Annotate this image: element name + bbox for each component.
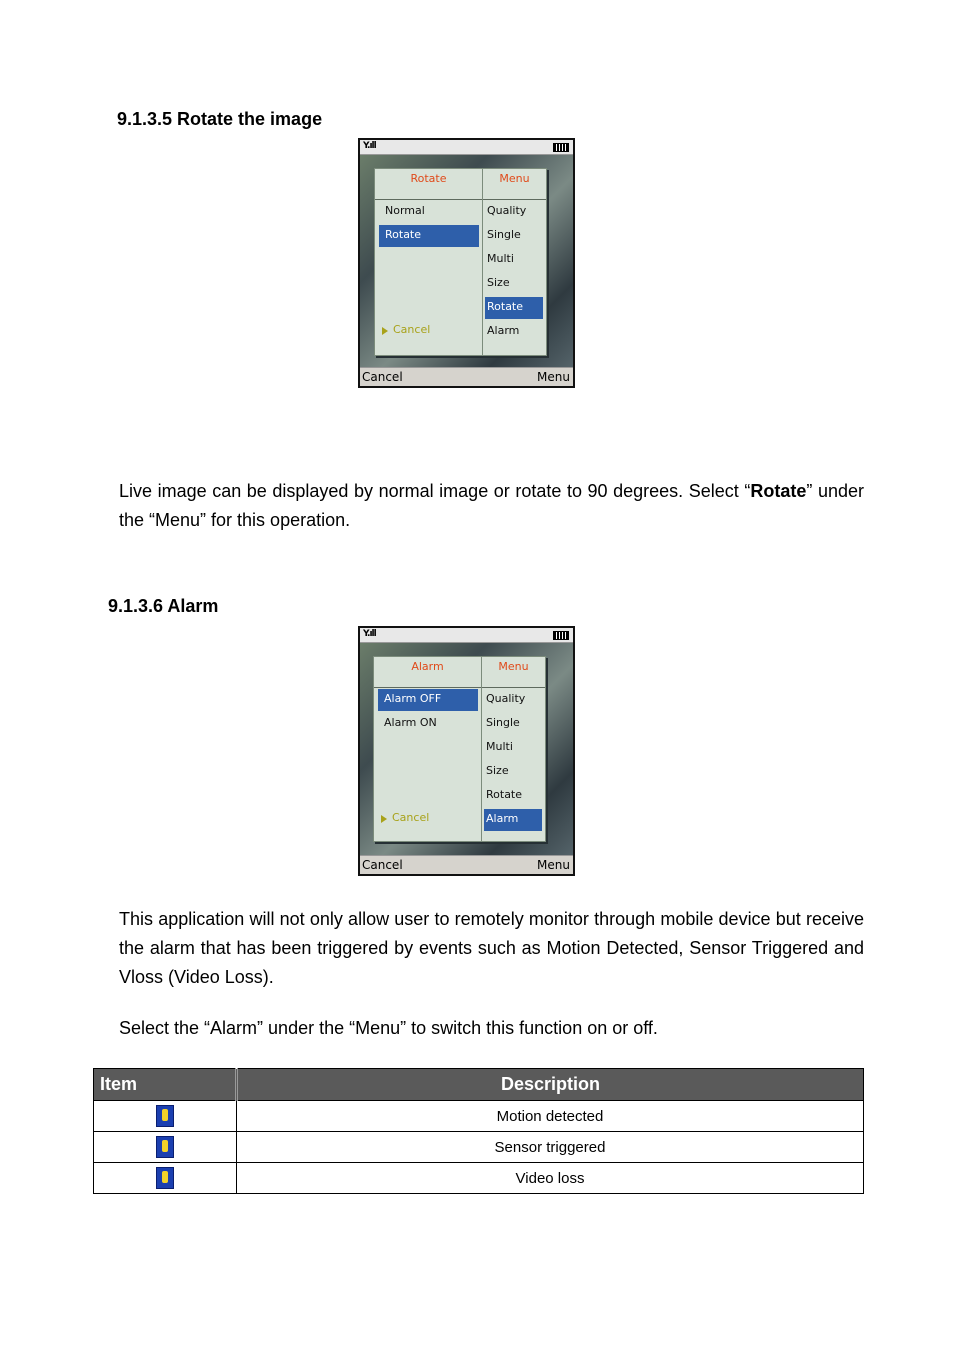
soft-key-bar: [360, 367, 573, 386]
alarm-icon-table: [93, 1068, 864, 1194]
menu-panel-title: Menu: [483, 169, 546, 200]
menu-item-rotate[interactable]: Rotate: [486, 788, 523, 801]
cancel-option[interactable]: Cancel: [378, 808, 478, 830]
menu-panel: [482, 168, 547, 356]
menu-item-alarm[interactable]: Alarm: [484, 809, 542, 831]
alarm-instruction: Select the “Alarm” under the “Menu” to switch this function on or off.: [119, 1018, 658, 1038]
soft-key-cancel[interactable]: Cancel: [362, 858, 403, 872]
table-row: [94, 1101, 864, 1132]
status-bar: [360, 140, 573, 155]
rotate-description: [119, 477, 864, 535]
rotate-desc-bold: Rotate: [750, 481, 807, 501]
soft-key-menu[interactable]: Menu: [537, 858, 570, 872]
table-row: [94, 1132, 864, 1163]
table-header-row: [94, 1069, 864, 1101]
column-header-description: Description: [237, 1069, 864, 1101]
signal-icon: Y.ıll: [363, 629, 376, 639]
table-cell-icon: [94, 1163, 237, 1194]
sensor-triggered-icon: [156, 1136, 174, 1158]
table-cell-icon: [94, 1101, 237, 1132]
table-row: [94, 1163, 864, 1194]
menu-panel: [481, 656, 546, 842]
menu-item-size[interactable]: Size: [487, 276, 510, 289]
soft-key-bar: [360, 855, 573, 874]
column-header-item: Item: [94, 1069, 237, 1101]
alarm-screenshot: [358, 626, 575, 876]
battery-icon: [553, 631, 569, 640]
rotate-desc-text-1: Live image can be displayed by normal image or rotate to 90 degrees. Select “: [119, 481, 751, 501]
menu-item-quality[interactable]: Quality: [486, 692, 526, 705]
soft-key-menu[interactable]: Menu: [537, 370, 570, 384]
battery-icon: [553, 143, 569, 152]
alarm-description: This application will not only allow user to remotely monitor through mobile device but receive the alarm that has been triggered by events such as Motion Detected, Sensor Triggered and Vloss (Video Loss).: [119, 909, 864, 987]
soft-key-cancel[interactable]: Cancel: [362, 370, 403, 384]
option-alarm-on[interactable]: Alarm ON: [384, 716, 437, 729]
cancel-option[interactable]: Cancel: [379, 320, 479, 342]
rotate-screenshot: [358, 138, 575, 388]
menu-panel-title: Menu: [482, 657, 545, 688]
status-bar: [360, 628, 573, 643]
section-heading-rotate: 9.1.3.5 Rotate the image: [117, 109, 323, 129]
rotate-desc-text-2: ” under the “Menu” for this operation.: [119, 481, 864, 530]
menu-item-multi[interactable]: Multi: [486, 740, 513, 753]
menu-item-rotate[interactable]: Rotate: [485, 297, 543, 319]
menu-item-alarm[interactable]: Alarm: [487, 324, 520, 337]
alarm-panel-title: Alarm: [374, 657, 481, 688]
rotate-panel-title: Rotate: [375, 169, 482, 200]
table-cell-description: Motion detected: [237, 1101, 864, 1132]
video-loss-icon: [156, 1167, 174, 1189]
table-cell-description: Sensor triggered: [237, 1132, 864, 1163]
menu-item-single[interactable]: Single: [486, 716, 520, 729]
motion-detected-icon: [156, 1105, 174, 1127]
option-rotate[interactable]: Rotate: [379, 225, 479, 247]
rotate-panel: [374, 168, 483, 356]
option-alarm-off[interactable]: Alarm OFF: [378, 689, 478, 711]
menu-item-size[interactable]: Size: [486, 764, 509, 777]
signal-icon: Y.ıll: [363, 141, 376, 151]
menu-item-quality[interactable]: Quality: [487, 204, 527, 217]
table-cell-description: Video loss: [237, 1163, 864, 1194]
section-heading-alarm: 9.1.3.6 Alarm: [108, 596, 219, 616]
option-normal[interactable]: Normal: [385, 204, 425, 217]
alarm-panel: [373, 656, 482, 842]
menu-item-multi[interactable]: Multi: [487, 252, 514, 265]
menu-item-single[interactable]: Single: [487, 228, 521, 241]
table-cell-icon: [94, 1132, 237, 1163]
